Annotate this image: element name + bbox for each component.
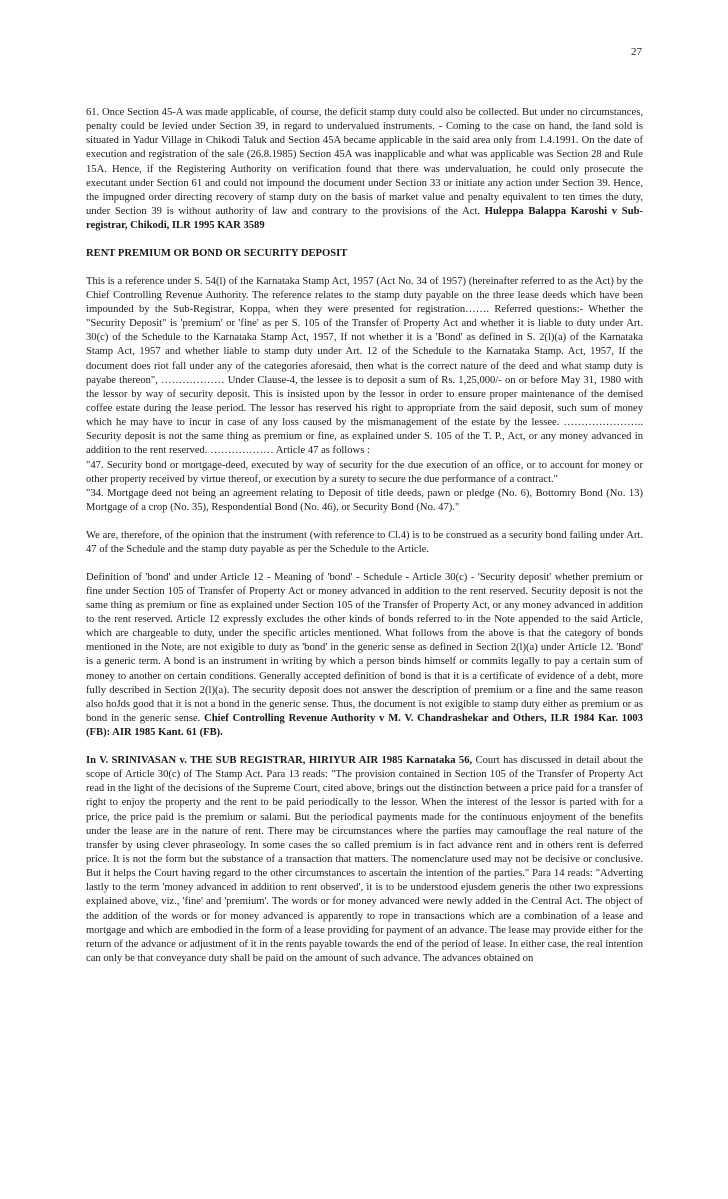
case-reference: In V. SRINIVASAN v. THE SUB REGISTRAR, HIRIYUR AIR 1985 Karnataka 56, bbox=[86, 754, 473, 766]
case-citation: Chief Controlling Revenue Authority v M. V. Chandrashekar and Others, ILR 1984 Kar. 1003 (FB): AIR 1985 Kant. 61 (FB). bbox=[86, 713, 643, 739]
paragraph-text: 61. Once Section 45-A was made applicable, of course, the deficit stamp duty could also be collected. But under no circumstances, penalty could be levied under Section 39, in regard to undervalued instruments. - Coming to the case on hand, the land sold is situated in Yadur Village in Chikodi Taluk and Section 45A became applicable in the said area only from 1.4.1991. On the date of execution and registration of the sale (26.8.1985) Section 45A was inapplicable and what was applicable was Section 28 and Rule 15A. Hence, if the Registering Authority on verification found that there was undervaluation, he could only prosecute the executant under Section 61 and could not impound the document under Section 33 or initiate any action under Section 39. Hence, the impugned order directing recovery of stamp duty on the basis of market value and penalty equivalent to ten times the duty, under Section 39 is without authority of law and contrary to the provisions of the Act. bbox=[86, 107, 643, 218]
paragraph-section-45a bbox=[86, 106, 643, 233]
paragraph-opinion: We are, therefore, of the opinion that the instrument (with reference to Cl.4) is to be construed as a security bond failing under Art. 47 of the Schedule and the stamp duty payable as per the Schedule to the Article. bbox=[86, 529, 643, 555]
section-heading: RENT PREMIUM OR BOND OR SECURITY DEPOSIT bbox=[86, 247, 348, 259]
paragraph-reference: This is a reference under S. 54(l) of the Karnataka Stamp Act, 1957 (Act No. 34 of 1957) (hereinafter referred to as the Act) by the Chief Controlling Revenue Authority. The reference relates to the stamp duty payable on the three lease deeds which have been impounded by the Sub-Registrar, Koppa, when they were presented for registration……. Referred questions:- Whether the "Security Deposit" is 'premium' or 'fine' as per S. 105 of the Transfer of Property Act and whether it is liable to duty under Art. 30(c) of the Schedule to the Karnataka Stamp Act, 1957, If not whether it is a 'Bond' as defined in S. 2(l)(a) of the Karnataka Stamp Act, 1957 and whether liable to stamp duty under Art. 12 of the Schedule to the Karnataka Stamp. Act, 1957, If the document does riot fall under any of the categories aforesaid, then what is the correct nature of the deed and what stamp duty is payabe thereon", ……………… Under Clause-4, the lessee is to deposit a sum of Rs. 1,25,000/- on or before May 31, 1980 with the lessor by way of security deposit. This is insisted upon by the lessor in order to ensure proper maintenance of the demised coffee estate during the lease period. The lessor has reserved his right to appropriate from the said deposit, such sum of money which he may have to incur in case of any loss caused by the mismanagement of the estate by the lessee. ………………….. Security deposit is not the same thing as premium or fine, as explained under S. 105 of the T. P., Act, or any money advanced in addition to the rent reserved. ……………… Article 47 as follows : bbox=[86, 275, 643, 457]
quote-article-34: "34. Mortgage deed not being an agreement relating to Deposit of title deeds, pawn or pledge (No. 6), Bottomry Bond (No. 13) Mortgage of a crop (No. 35), Respondential Bond (No. 46), or Security Bond (No. 47)." bbox=[86, 487, 643, 514]
case-citation: Huleppa Balappa Karoshi v Sub-registrar, Chikodi, ILR 1995 KAR 3589 bbox=[86, 206, 644, 232]
document-body bbox=[86, 106, 643, 980]
paragraph-bond-definition bbox=[86, 571, 643, 741]
page-number: 27 bbox=[631, 46, 642, 58]
paragraph-text: Definition of 'bond' and under Article 12 - Meaning of 'bond' - Schedule - Article 30(c) - 'Security deposit' whether premium or fine under Section 105 of Transfer of Property Act or money advanced in addition to the rent reserved. Security deposit is not the same thing as premium or fine as explained under Section 105 of the Transfer of Property Act, or any money advanced in addition to the rent reserved. Article 12 expressly excludes the other kinds of bonds referred to in the Note appended to the said Article, which are chargeable to duty, under the specific articles mentioned. What follows from the above is that the category of bonds mentioned in the Note, are not exigible to duty as 'bond' in the generic sense as defined in Section 2(l)(a) under Article 12. 'Bond' is a generic term. A bond is an instrument in writing by which a person binds himself or commits legally to pay a certain sum of money to another on certain conditions. Generally accepted definition of bond is that it is a certificate of evidence of a debt, more fully described in Section 2(l)(a). The security deposit does not answer the description of premium or a fine and the same reason also hoJds good that it is not a bond in the generic sense. Thus, the document is not exigible to stamp duty either as premium or as bond in the generic sense. bbox=[86, 571, 643, 725]
quote-article-47: "47. Security bond or mortgage-deed, executed by way of security for the due execution of an office, or to account for money or other property received by virtue thereof, or execution by a surety to secure the due performance of a contract." bbox=[86, 459, 643, 485]
paragraph-srinivasan bbox=[86, 754, 643, 966]
paragraph-text: Court has discussed in detail about the scope of Article 30(c) of The Stamp Act. Para 13 reads: "The provision contained in Section 105 of the Transfer of Property Act read in the light of the decisions of the Supreme Court, cited above, brings out the distinction between a price paid for a transfer of right to enjoy the property and the rent to be paid periodically to the lessor. When the interest of the lessor is parted with for a price, the price paid is the premium or salami. But the periodical payments made for the continuous enjoyment of the benefits under the lease are in the nature of rent. There may be circumstances where the parties may camouflage the real nature of the transfer by using clever phraseology. In some cases the so called premium is in fact advance rent and in others rent is deferred price. It is not the form but the substance of a transaction that matters. The nomenclature used may not be decisive or conclusive. But it helps the Court having regard to the other circumstances to ascertain the intention of the parties." Para 14 reads: "Adverting lastly to the term 'money advanced in addition to rent observed', it is to be understood ejusdem generis the other two expressions explained above, viz., 'fine' and 'premium'. The words or for money advanced were newly added in the Central Act. The object of the addition of the words or for money advanced is apparently to rope in transactions which are a combination of a lease and mortgage and which are embodied in the form of a lease providing for payment of an advance. The lease may provide either for the return of the advance or adjustment of it in the rents payable towards the end of the period of lease. In either case, the real intention can only be that conveyance duty shall be paid on the amount of such advance. The advances obtained on bbox=[86, 754, 643, 965]
